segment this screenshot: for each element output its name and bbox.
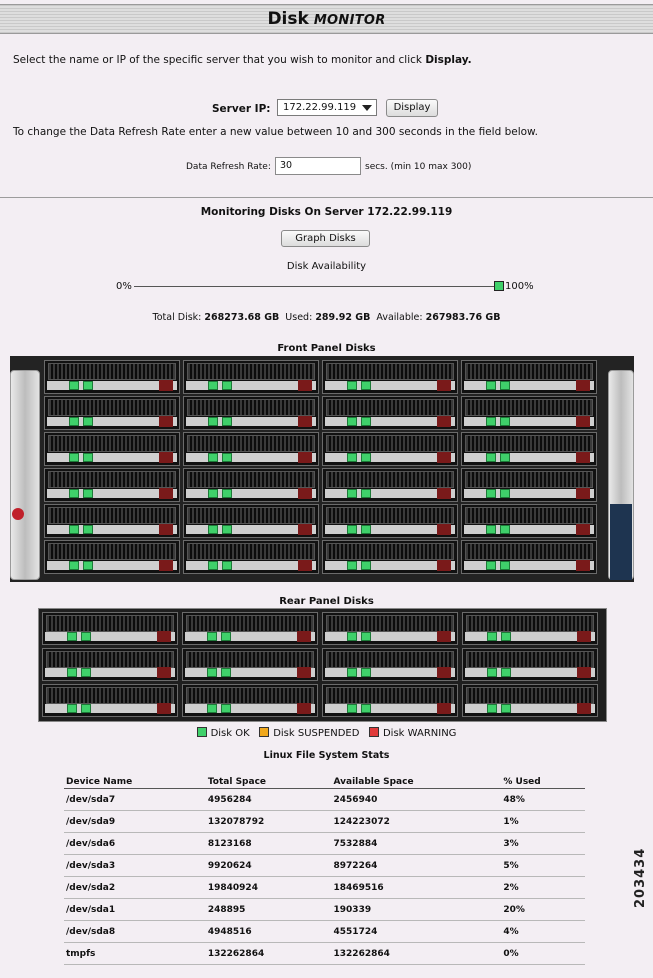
disk-grille [186, 687, 314, 704]
cell-available: 132262864 [332, 943, 502, 965]
disk-tray-bar [186, 561, 316, 570]
disk-ok-led-icon [222, 561, 232, 570]
instruction-text: Select the name or IP of the specific server that you wish to monitor and click Display. [13, 54, 472, 66]
column-header: Device Name [64, 774, 206, 789]
disk-tray-bar [186, 489, 316, 498]
disk-tray-bar [464, 453, 594, 462]
table-row [64, 811, 585, 833]
disk-bay[interactable] [182, 648, 318, 681]
disk-ok-led-icon [81, 632, 91, 641]
disk-grille [187, 471, 315, 488]
disk-ok-led-icon [347, 632, 357, 641]
disk-bay[interactable] [462, 612, 598, 645]
disk-ok-led-icon [222, 417, 232, 426]
table-row [64, 899, 585, 921]
disk-ok-led-icon [500, 525, 510, 534]
disk-ok-led-icon [361, 525, 371, 534]
disk-tray-bar [186, 525, 316, 534]
disk-bay[interactable] [322, 360, 458, 394]
table-row [64, 921, 585, 943]
cell-available: 2456940 [332, 789, 502, 811]
disk-tray-bar [185, 704, 315, 713]
cell-available: 18469516 [332, 877, 502, 899]
disk-ok-led-icon [208, 381, 218, 390]
disk-tray-bar [465, 704, 595, 713]
figure-code: 203434 [633, 847, 648, 908]
disk-ok-led-icon [222, 453, 232, 462]
disk-ok-led-icon [81, 704, 91, 713]
disk-grille [466, 651, 594, 668]
disk-ok-led-icon [487, 632, 497, 641]
disk-tray-bar [185, 632, 315, 641]
disk-grille [46, 687, 174, 704]
disk-bay[interactable] [322, 540, 458, 574]
disk-tray-bar [45, 704, 175, 713]
front-panel-chassis [10, 356, 634, 582]
disk-bay[interactable] [462, 648, 598, 681]
disk-grille [326, 435, 454, 452]
disk-availability-label: Disk Availability [286, 261, 367, 272]
disk-bay[interactable] [44, 432, 180, 466]
disk-ok-led-icon [486, 453, 496, 462]
disk-latch-icon [437, 560, 451, 571]
disk-ok-led-icon [221, 704, 231, 713]
cell-device: /dev/sda3 [64, 855, 206, 877]
disk-grille [187, 507, 315, 524]
disk-tray-bar [325, 704, 455, 713]
cell-available: 8972264 [332, 855, 502, 877]
disk-tray-bar [464, 381, 594, 390]
disk-tray-bar [325, 453, 455, 462]
cell-device: /dev/sda1 [64, 899, 206, 921]
disk-tray-bar [465, 632, 595, 641]
disk-grille [465, 435, 593, 452]
disk-ok-led-icon [69, 417, 79, 426]
disk-ok-led-icon [347, 489, 357, 498]
disk-bay[interactable] [322, 432, 458, 466]
page-title-subtitle: MONITOR [313, 13, 386, 28]
disk-latch-icon [577, 667, 591, 678]
disk-bay[interactable] [322, 504, 458, 538]
cell-total: 4956284 [206, 789, 332, 811]
disk-tray-bar [325, 489, 455, 498]
disk-ok-led-icon [500, 381, 510, 390]
disk-ok-led-icon [500, 561, 510, 570]
disk-tray-bar [325, 632, 455, 641]
server-ip-label: Server IP: [212, 103, 271, 115]
cell-available: 124223072 [332, 811, 502, 833]
disk-bay[interactable] [322, 468, 458, 502]
table-row [64, 877, 585, 899]
ok-square-icon [197, 727, 207, 737]
table-row [64, 855, 585, 877]
disk-tray-bar [47, 561, 177, 570]
disk-ok-led-icon [347, 668, 357, 677]
disk-grille [187, 543, 315, 560]
cell-used: 48% [501, 789, 585, 811]
disk-latch-icon [437, 524, 451, 535]
cell-used: 1% [501, 811, 585, 833]
disk-bay[interactable] [461, 360, 597, 394]
disk-latch-icon [159, 452, 173, 463]
disk-tray-bar [45, 668, 175, 677]
disk-latch-icon [157, 703, 171, 714]
disk-grille [186, 615, 314, 632]
disk-grille [326, 687, 454, 704]
disk-ok-led-icon [83, 525, 93, 534]
cell-device: /dev/sda8 [64, 921, 206, 943]
disk-totals: Total Disk: 268273.68 GB Used: 289.92 GB Available: 267983.76 GB [152, 312, 501, 323]
disk-latch-icon [159, 416, 173, 427]
cell-total: 19840924 [206, 877, 332, 899]
disk-ok-led-icon [69, 525, 79, 534]
disk-ok-led-icon [347, 561, 357, 570]
disk-latch-icon [576, 560, 590, 571]
disk-grille [326, 615, 454, 632]
cell-total: 132262864 [206, 943, 332, 965]
disk-ok-led-icon [501, 632, 511, 641]
chevron-down-icon [362, 105, 372, 111]
cell-device: /dev/sda9 [64, 811, 206, 833]
disk-grille [466, 615, 594, 632]
disk-tray-bar [464, 525, 594, 534]
disk-grille [465, 399, 593, 416]
cell-used: 20% [501, 899, 585, 921]
left-handle [10, 370, 40, 580]
disk-bay[interactable] [183, 360, 319, 394]
suspended-square-icon [259, 727, 269, 737]
disk-bay[interactable] [461, 504, 597, 538]
disk-ok-led-icon [221, 632, 231, 641]
disk-latch-icon [159, 380, 173, 391]
disk-bay[interactable] [44, 360, 180, 394]
cell-total: 9920624 [206, 855, 332, 877]
disk-bay[interactable] [42, 684, 178, 717]
disk-tray-bar [45, 632, 175, 641]
disk-grille [48, 399, 176, 416]
cell-available: 190339 [332, 899, 502, 921]
disk-latch-icon [437, 452, 451, 463]
disk-ok-led-icon [83, 561, 93, 570]
disk-ok-led-icon [361, 668, 371, 677]
disk-ok-led-icon [486, 561, 496, 570]
disk-ok-led-icon [69, 381, 79, 390]
disk-ok-led-icon [487, 668, 497, 677]
cell-available: 4551724 [332, 921, 502, 943]
display-button[interactable]: Display [386, 99, 438, 117]
cell-device: tmpfs [64, 943, 206, 965]
disk-ok-led-icon [208, 417, 218, 426]
disk-grille [465, 507, 593, 524]
disk-tray-bar [186, 381, 316, 390]
disk-ok-led-icon [486, 417, 496, 426]
disk-latch-icon [159, 524, 173, 535]
disk-tray-bar [47, 417, 177, 426]
refresh-rate-label: Data Refresh Rate: [186, 162, 271, 172]
disk-ok-led-icon [486, 525, 496, 534]
front-panel-title: Front Panel Disks [277, 343, 376, 354]
disk-ok-led-icon [222, 489, 232, 498]
cell-used: 4% [501, 921, 585, 943]
disk-ok-led-icon [361, 489, 371, 498]
disk-latch-icon [437, 416, 451, 427]
cell-device: /dev/sda2 [64, 877, 206, 899]
section-divider [0, 197, 653, 198]
rear-panel-chassis [38, 608, 607, 722]
disk-latch-icon [157, 631, 171, 642]
disk-ok-led-icon [500, 453, 510, 462]
disk-tray-bar [325, 381, 455, 390]
warning-square-icon [369, 727, 379, 737]
disk-grille [326, 363, 454, 380]
table-header-row [64, 774, 585, 789]
disk-latch-icon [297, 667, 311, 678]
disk-grille [187, 399, 315, 416]
disk-ok-led-icon [347, 381, 357, 390]
disk-bay[interactable] [44, 468, 180, 502]
refresh-note: To change the Data Refresh Rate enter a new value between 10 and 300 seconds in the field below. [13, 126, 538, 138]
disk-ok-led-icon [222, 381, 232, 390]
availability-min-label: 0% [116, 281, 132, 292]
disk-ok-led-icon [500, 489, 510, 498]
disk-ok-led-icon [501, 668, 511, 677]
disk-tray-bar [325, 417, 455, 426]
disk-bay[interactable] [461, 468, 597, 502]
table-row [64, 789, 585, 811]
disk-grille [326, 507, 454, 524]
disk-ok-led-icon [207, 632, 217, 641]
rear-panel-title: Rear Panel Disks [279, 596, 374, 607]
fs-stats-title: Linux File System Stats [263, 750, 390, 761]
disk-bay[interactable] [183, 468, 319, 502]
disk-grille [48, 543, 176, 560]
disk-bay[interactable] [44, 540, 180, 574]
disk-bay[interactable] [183, 540, 319, 574]
disk-tray-bar [325, 668, 455, 677]
disk-bay[interactable] [322, 396, 458, 430]
disk-latch-icon [297, 631, 311, 642]
refresh-rate-suffix: secs. (min 10 max 300) [365, 162, 472, 172]
legend-ok: Disk OK [197, 728, 250, 739]
disk-latch-icon [437, 667, 451, 678]
disk-ok-led-icon [347, 525, 357, 534]
disk-ok-led-icon [361, 453, 371, 462]
disk-ok-led-icon [83, 489, 93, 498]
disk-tray-bar [185, 668, 315, 677]
disk-tray-bar [47, 453, 177, 462]
disk-latch-icon [576, 488, 590, 499]
disk-latch-icon [298, 488, 312, 499]
disk-ok-led-icon [347, 704, 357, 713]
disk-ok-led-icon [69, 453, 79, 462]
disk-ok-led-icon [81, 668, 91, 677]
disk-bay[interactable] [182, 612, 318, 645]
disk-tray-bar [47, 381, 177, 390]
disk-grille [466, 687, 594, 704]
disk-ok-led-icon [207, 668, 217, 677]
disk-ok-led-icon [361, 381, 371, 390]
disk-ok-led-icon [69, 489, 79, 498]
disk-bay[interactable] [461, 540, 597, 574]
disk-ok-led-icon [67, 704, 77, 713]
disk-ok-led-icon [486, 489, 496, 498]
disk-bay[interactable] [42, 612, 178, 645]
disk-latch-icon [157, 667, 171, 678]
disk-latch-icon [576, 452, 590, 463]
fs-stats-table [64, 774, 585, 965]
disk-latch-icon [298, 380, 312, 391]
disk-latch-icon [159, 560, 173, 571]
availability-bar [134, 286, 500, 287]
disk-ok-led-icon [83, 417, 93, 426]
disk-latch-icon [298, 524, 312, 535]
page-title-bar [0, 4, 653, 34]
disk-bay[interactable] [322, 684, 458, 717]
disk-tray-bar [464, 489, 594, 498]
disk-ok-led-icon [208, 525, 218, 534]
disk-ok-led-icon [361, 704, 371, 713]
disk-grille [46, 615, 174, 632]
disk-tray-bar [464, 417, 594, 426]
disk-latch-icon [437, 703, 451, 714]
graph-disks-button[interactable]: Graph Disks [281, 230, 370, 247]
disk-bay[interactable] [44, 396, 180, 430]
disk-tray-bar [464, 561, 594, 570]
disk-latch-icon [437, 380, 451, 391]
disk-ok-led-icon [222, 525, 232, 534]
cell-total: 248895 [206, 899, 332, 921]
disk-tray-bar [47, 525, 177, 534]
power-button-icon [12, 508, 24, 520]
disk-tray-bar [325, 561, 455, 570]
cell-total: 132078792 [206, 811, 332, 833]
disk-grille [326, 399, 454, 416]
column-header: Total Space [206, 774, 332, 789]
disk-grille [46, 651, 174, 668]
disk-grille [48, 363, 176, 380]
disk-ok-led-icon [500, 417, 510, 426]
disk-grille [48, 435, 176, 452]
disk-ok-led-icon [221, 668, 231, 677]
cisco-logo-panel [610, 504, 632, 580]
disk-latch-icon [298, 416, 312, 427]
disk-grille [48, 471, 176, 488]
disk-ok-led-icon [347, 453, 357, 462]
disk-grille [326, 471, 454, 488]
disk-bay[interactable] [461, 432, 597, 466]
monitoring-title: Monitoring Disks On Server 172.22.99.119 [200, 206, 453, 218]
disk-bay[interactable] [183, 504, 319, 538]
disk-ok-led-icon [67, 632, 77, 641]
disk-ok-led-icon [67, 668, 77, 677]
table-row [64, 833, 585, 855]
column-header: % Used [501, 774, 585, 789]
disk-grille [465, 471, 593, 488]
disk-grille [326, 543, 454, 560]
cell-used: 3% [501, 833, 585, 855]
disk-latch-icon [437, 488, 451, 499]
disk-ok-led-icon [207, 704, 217, 713]
disk-grille [186, 651, 314, 668]
disk-bay[interactable] [322, 648, 458, 681]
disk-grille [187, 363, 315, 380]
cell-used: 2% [501, 877, 585, 899]
availability-marker [494, 281, 504, 291]
legend-suspended: Disk SUSPENDED [259, 728, 359, 739]
cell-used: 0% [501, 943, 585, 965]
cell-device: /dev/sda7 [64, 789, 206, 811]
legend-warning: Disk WARNING [369, 728, 456, 739]
cell-total: 8123168 [206, 833, 332, 855]
disk-ok-led-icon [501, 704, 511, 713]
disk-tray-bar [47, 489, 177, 498]
refresh-rate-input[interactable]: 30 [275, 157, 361, 175]
availability-max-label: 100% [505, 281, 534, 292]
disk-ok-led-icon [487, 704, 497, 713]
cell-device: /dev/sda6 [64, 833, 206, 855]
page-title: Disk [267, 9, 309, 29]
disk-latch-icon [159, 488, 173, 499]
disk-ok-led-icon [208, 453, 218, 462]
disk-latch-icon [576, 416, 590, 427]
disk-latch-icon [577, 703, 591, 714]
cell-available: 7532884 [332, 833, 502, 855]
disk-latch-icon [297, 703, 311, 714]
disk-ok-led-icon [83, 453, 93, 462]
disk-bay[interactable] [44, 504, 180, 538]
disk-bay[interactable] [183, 396, 319, 430]
disk-bay[interactable] [42, 648, 178, 681]
disk-latch-icon [576, 524, 590, 535]
disk-ok-led-icon [83, 381, 93, 390]
disk-grille [48, 507, 176, 524]
disk-bay[interactable] [462, 684, 598, 717]
disk-ok-led-icon [361, 561, 371, 570]
disk-bay[interactable] [182, 684, 318, 717]
disk-ok-led-icon [208, 489, 218, 498]
disk-ok-led-icon [361, 417, 371, 426]
cell-total: 4948516 [206, 921, 332, 943]
disk-latch-icon [298, 452, 312, 463]
disk-bay[interactable] [183, 432, 319, 466]
disk-bay[interactable] [322, 612, 458, 645]
cell-used: 5% [501, 855, 585, 877]
disk-grille [326, 651, 454, 668]
disk-latch-icon [576, 380, 590, 391]
disk-grille [465, 543, 593, 560]
disk-ok-led-icon [347, 417, 357, 426]
disk-ok-led-icon [208, 561, 218, 570]
disk-ok-led-icon [69, 561, 79, 570]
table-row [64, 943, 585, 965]
legend [0, 727, 653, 739]
disk-latch-icon [577, 631, 591, 642]
disk-tray-bar [465, 668, 595, 677]
disk-grille [465, 363, 593, 380]
disk-tray-bar [186, 453, 316, 462]
server-ip-select[interactable]: 172.22.99.119 [277, 99, 377, 116]
disk-tray-bar [186, 417, 316, 426]
disk-latch-icon [298, 560, 312, 571]
column-header: Available Space [332, 774, 502, 789]
disk-tray-bar [325, 525, 455, 534]
disk-ok-led-icon [486, 381, 496, 390]
disk-ok-led-icon [361, 632, 371, 641]
disk-latch-icon [437, 631, 451, 642]
disk-grille [187, 435, 315, 452]
disk-bay[interactable] [461, 396, 597, 430]
